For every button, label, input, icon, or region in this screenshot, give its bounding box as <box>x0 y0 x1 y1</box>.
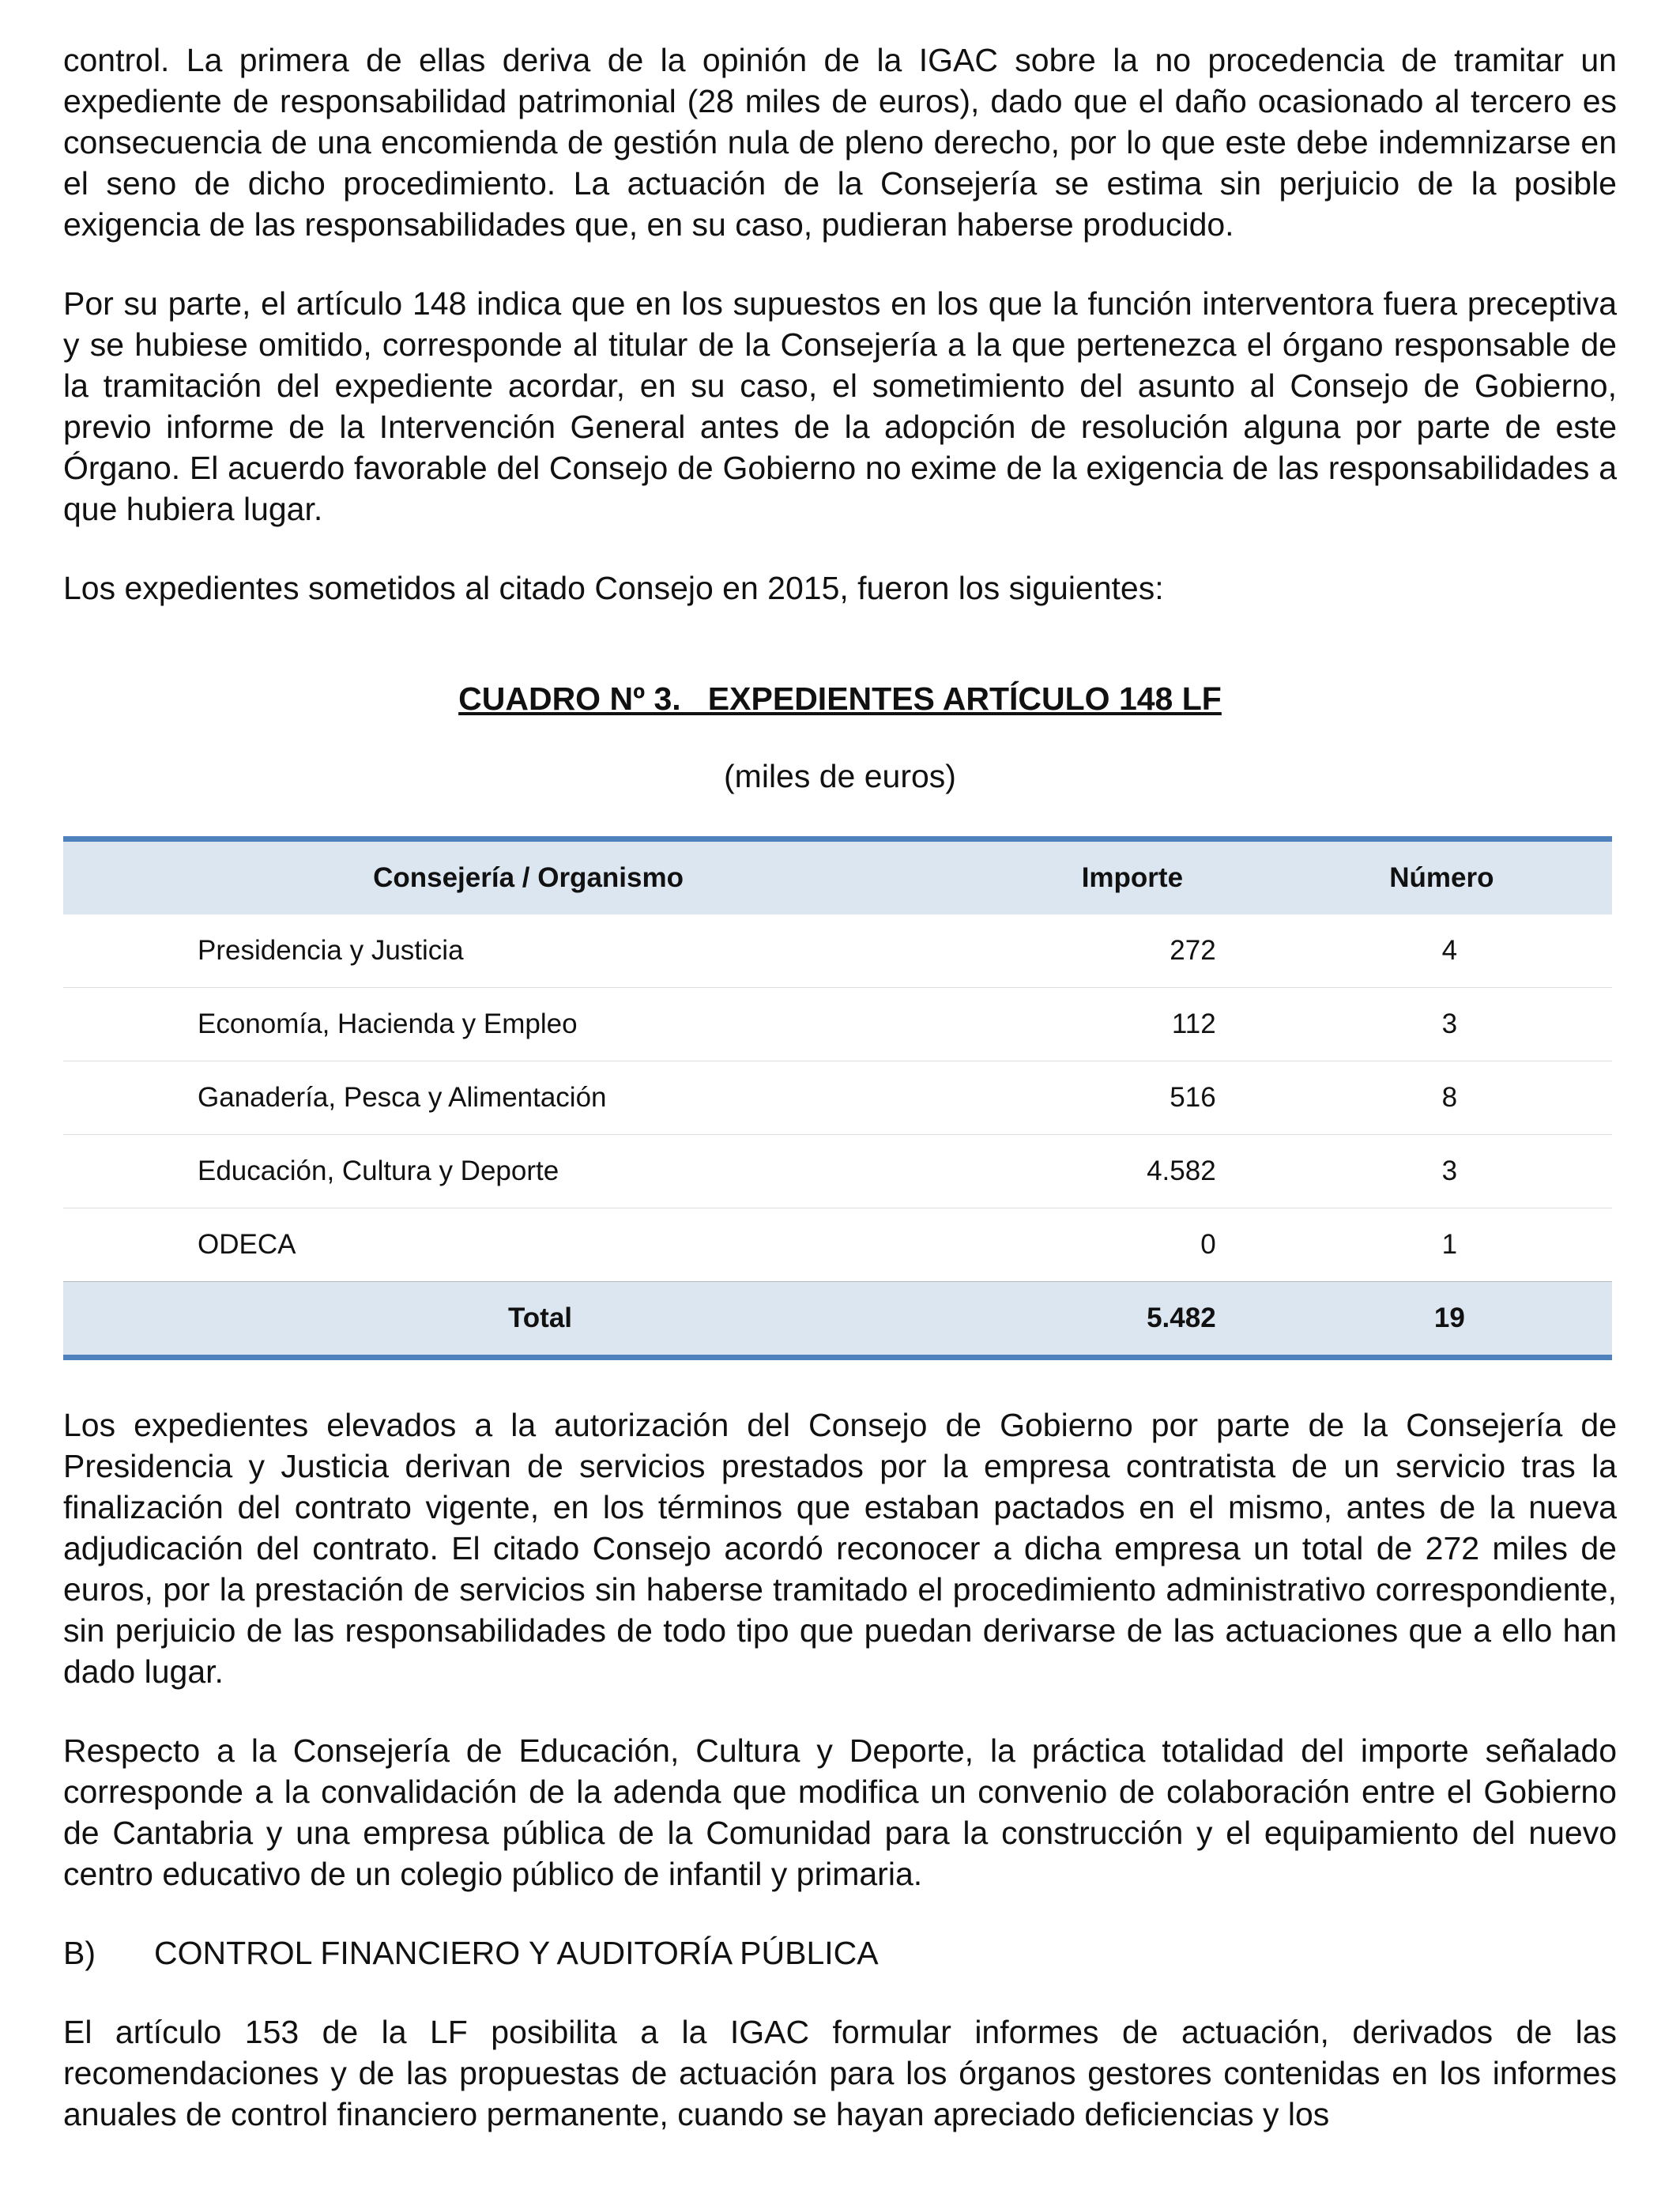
row-numero: 3 <box>1271 1135 1612 1208</box>
row-importe: 4.582 <box>993 1135 1271 1208</box>
row-organismo: Economía, Hacienda y Empleo <box>63 988 993 1061</box>
row-organismo: Ganadería, Pesca y Alimentación <box>63 1061 993 1135</box>
total-label: Total <box>508 1302 573 1333</box>
row-importe: 272 <box>993 914 1271 988</box>
row-importe: 112 <box>993 988 1271 1061</box>
row-numero: 1 <box>1271 1208 1612 1282</box>
table-row <box>63 914 1612 988</box>
table-row <box>63 988 1612 1061</box>
table-subtitle: (miles de euros) <box>724 758 956 794</box>
paragraph-article-148: Por su parte, el artículo 148 indica que en los supuestos en los que la función interventora fuera preceptiva y se hubiese omitido, corresponde al titular de la Consejería a la que pertenezca el órgano responsable de la tramitación del expediente acordar, en su caso, el sometimiento del asunto al Consejo de Gobierno, previo informe de la Intervención General antes de la adopción de resolución alguna por parte de este Órgano. El acuerdo favorable del Consejo de Gobierno no exime de la exigencia de las responsabilidades a que hubiera lugar. <box>63 285 1617 527</box>
row-numero: 4 <box>1271 914 1612 988</box>
section-title: CONTROL FINANCIERO Y AUDITORÍA PÚBLICA <box>154 1935 879 1971</box>
row-importe: 0 <box>993 1208 1271 1282</box>
header-consejeria: Consejería / Organismo <box>373 862 684 893</box>
header-numero: Número <box>1389 862 1494 893</box>
row-organismo: Presidencia y Justicia <box>63 914 993 988</box>
table-header-row <box>63 839 1612 915</box>
paragraph-expedientes-intro: Los expedientes sometidos al citado Consejo en 2015, fueron los siguientes: <box>63 570 1164 606</box>
paragraph-article-153: El artículo 153 de la LF posibilita a la IGAC formular informes de actuación, derivados de las recomendaciones y de las propuestas de actuación para los órganos gestores contenidas en los informes anuales de control financiero permanente, cuando se hayan apreciado deficiencias y los <box>63 2014 1617 2132</box>
section-letter: B) <box>63 1935 96 1971</box>
row-numero: 8 <box>1271 1061 1612 1135</box>
table-row <box>63 1135 1612 1208</box>
table-title: CUADRO Nº 3. EXPEDIENTES ARTÍCULO 148 LF <box>458 680 1222 717</box>
row-numero: 3 <box>1271 988 1612 1061</box>
paragraph-presidencia: Los expedientes elevados a la autorización del Consejo de Gobierno por parte de la Consejería de Presidencia y Justicia derivan de servicios prestados por la empresa contratista de un servicio tras la finalización del contrato vigente, en los términos que estaban pactados en el mismo, antes de la nueva adjudicación del contrato. El citado Consejo acordó reconocer a dicha empresa un total de 272 miles de euros, por la prestación de servicios sin haberse tramitado el procedimiento administrativo correspondiente, sin perjuicio de las responsabilidades de todo tipo que puedan derivarse de las actuaciones que a ello han dado lugar. <box>63 1407 1617 1690</box>
table-row <box>63 1208 1612 1282</box>
row-importe: 516 <box>993 1061 1271 1135</box>
table-row <box>63 1061 1612 1135</box>
paragraph-educacion: Respecto a la Consejería de Educación, Cultura y Deporte, la práctica totalidad del importe señalado corresponde a la convalidación de la adenda que modifica un convenio de colaboración entre el Gobierno de Cantabria y una empresa pública de la Comunidad para la construcción y el equipamiento del nuevo centro educativo de un colegio público de infantil y primaria. <box>63 1732 1617 1892</box>
table-total-row <box>63 1282 1612 1358</box>
total-numero: 19 <box>1433 1302 1465 1333</box>
expedientes-table <box>63 836 1612 1360</box>
row-organismo: ODECA <box>63 1208 993 1282</box>
header-importe: Importe <box>1081 862 1184 893</box>
paragraph-control: control. La primera de ellas deriva de la opinión de la IGAC sobre la no procedencia de tramitar un expediente de responsabilidad patrimonial (28 miles de euros), dado que el daño ocasionado al tercero es consecuencia de una encomienda de gestión nula de pleno derecho, por lo que este debe indemnizarse en el seno de dicho procedimiento. La actuación de la Consejería se estima sin perjuicio de la posible exigencia de las responsabilidades que, en su caso, pudieran haberse producido. <box>63 42 1617 243</box>
total-importe: 5.482 <box>1147 1302 1216 1333</box>
row-organismo: Educación, Cultura y Deporte <box>63 1135 993 1208</box>
section-heading <box>63 1932 1617 1973</box>
